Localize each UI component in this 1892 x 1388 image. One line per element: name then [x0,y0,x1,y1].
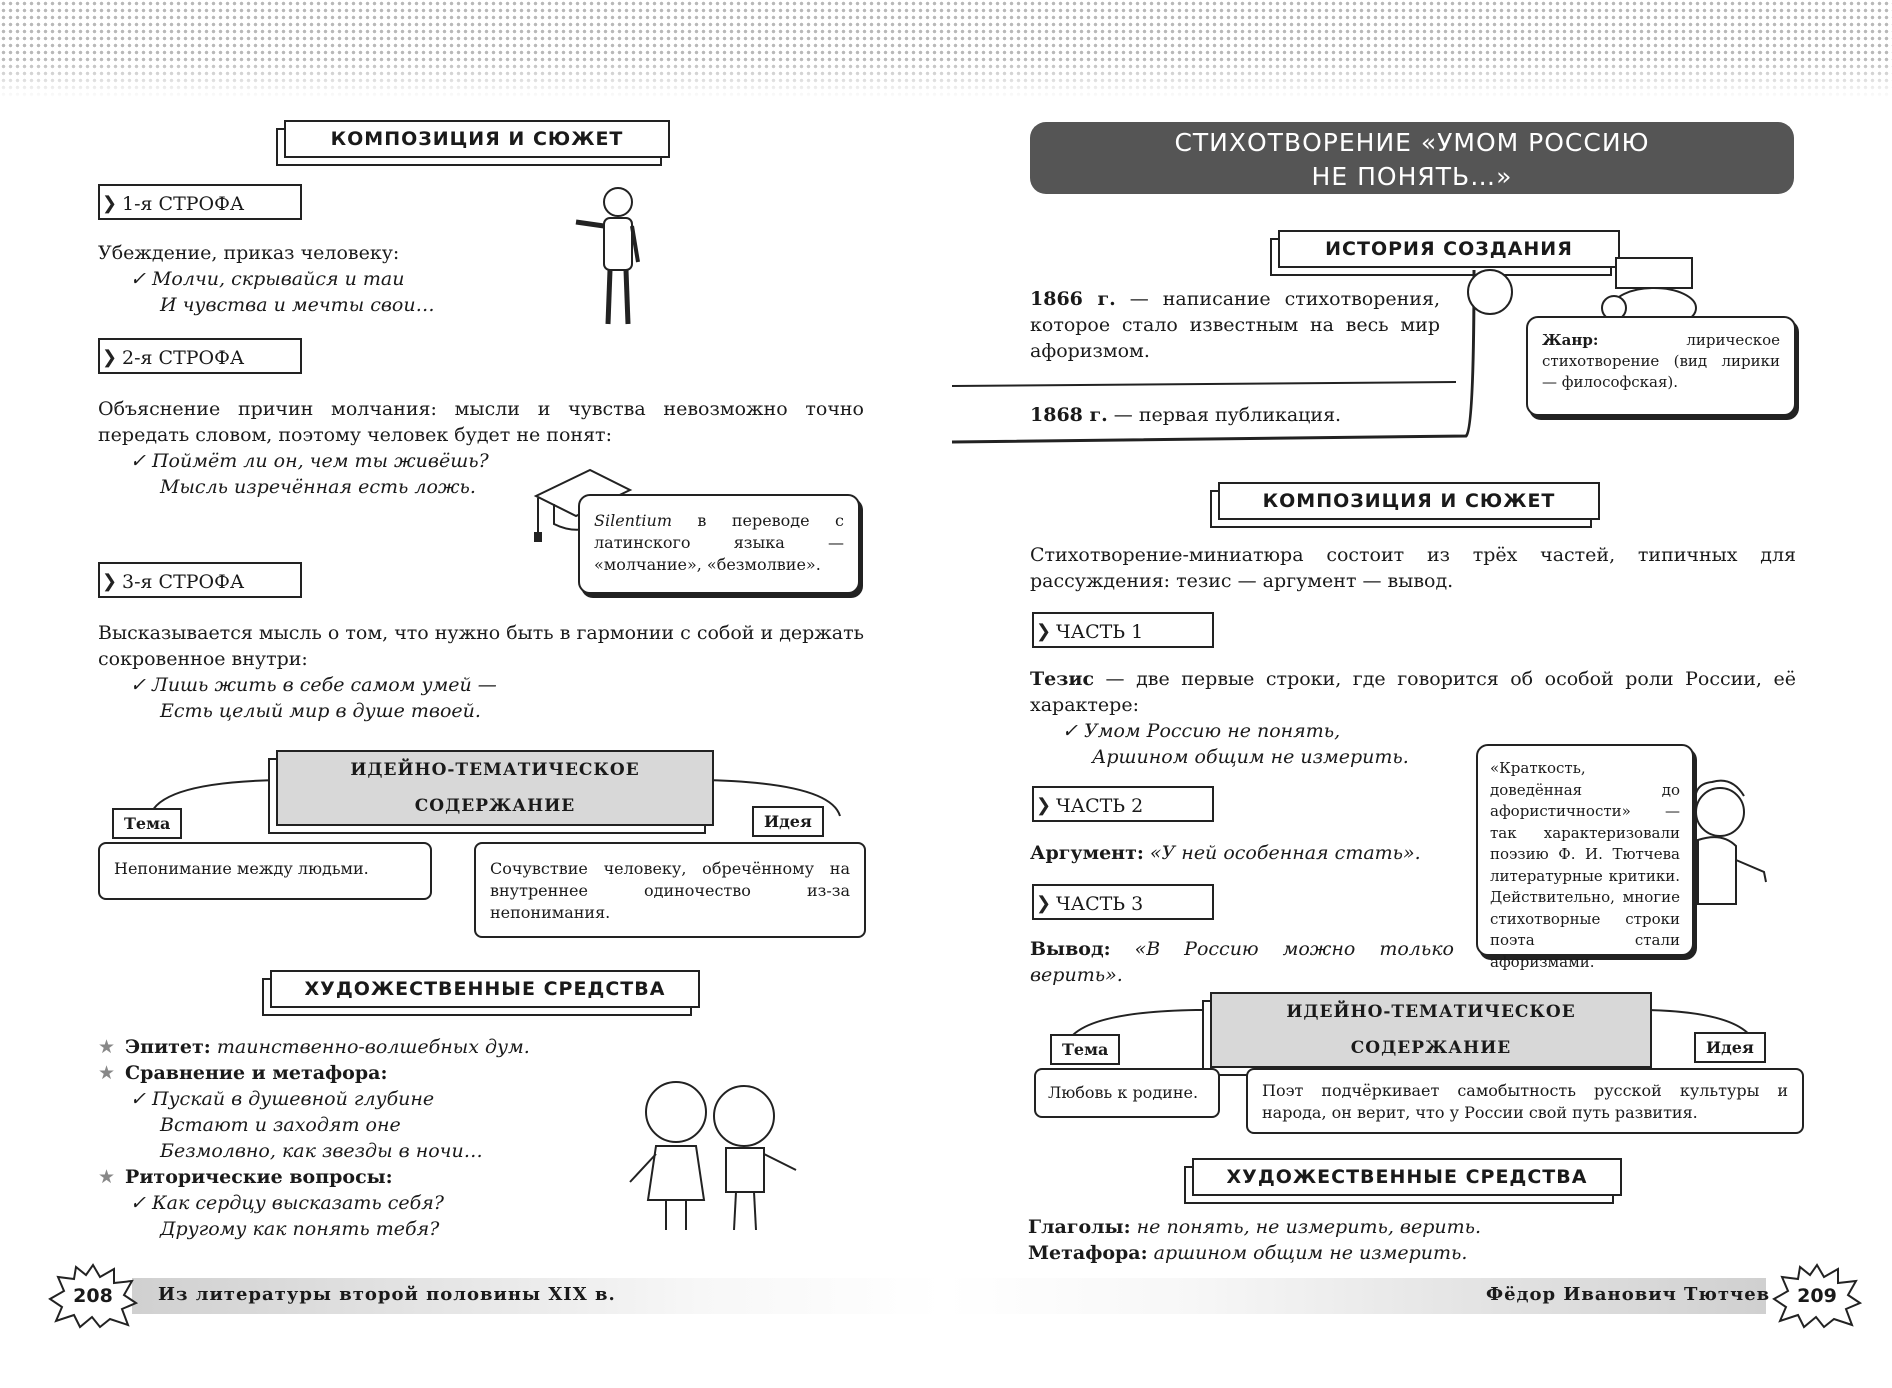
art-rhet-2: Другому как понять тебя? [160,1218,440,1240]
strofa-3-quote-2: Есть целый мир в душе твоей. [160,700,481,722]
ideas-title: ИДЕЙНО-ТЕМАТИЧЕСКОЕ СОДЕРЖАНИЕ [276,750,714,826]
main-title-line-1: СТИХОТВОРЕНИЕ «УМОМ РОССИЮ [1174,128,1650,157]
idea-tag-right: Идея [1694,1032,1766,1063]
section-title-composition: КОМПОЗИЦИЯ И СЮЖЕТ [284,120,670,158]
tema-tag: Тема [112,808,182,839]
part-1-label: ❯ ЧАСТЬ 1 [1032,612,1214,648]
section-title-composition-right: КОМПОЗИЦИЯ И СЮЖЕТ [1218,482,1600,520]
part-1-quote-2: Аршином общим не измерить. [1092,746,1409,768]
page-number-208: 208 [48,1263,138,1329]
aphorism-quote-box: «Краткость, доведённая до афористичности» — так характеризовали поэзию Ф. И. Тютчева литературные критики. Действительно, многие стихотворные строки поэта стали афоризмами. [1476,744,1694,956]
part-1-text: Тезис — две первые строки, где говорится об особой роли России, её характере: [1030,668,1796,716]
art-compare-label: ★ Сравнение и метафора: [98,1062,388,1084]
ideas-title-right: ИДЕЙНО-ТЕМАТИЧЕСКОЕ СОДЕРЖАНИЕ [1210,992,1652,1068]
art-compare-1: ✓ Пускай в душевной глубине [130,1088,435,1110]
composition-intro: Стихотворение-миниатюра состоит из трёх частей, типичных для рассуждения: тезис — аргумент — вывод. [1030,544,1796,592]
strofa-1-quote-2: И чувства и мечты свои… [160,294,435,316]
main-title-line-2: НЕ ПОНЯТЬ…» [1311,162,1513,191]
main-title [1030,122,1794,194]
section-title-art: ХУДОЖЕСТВЕННЫЕ СРЕДСТВА [270,970,700,1008]
tema-box: Непонимание между людьми. [98,842,432,900]
art-metaphor: Метафора: аршином общим не измерить. [1028,1242,1468,1264]
part-3-text: Вывод: «В Россию можно только верить». [1030,938,1454,986]
strofa-2-quote-1: ✓ Поймёт ли он, чем ты живёшь? [130,450,489,472]
art-epithet: ★ Эпитет: таинственно-волшебных дум. [98,1036,530,1058]
part-2-label: ❯ ЧАСТЬ 2 [1032,786,1214,822]
tema-box-right: Любовь к родине. [1034,1068,1220,1118]
page-number-209: 209 [1772,1263,1862,1329]
art-verbs: Глаголы: не понять, не измерить, верить. [1028,1216,1482,1238]
history-1868: 1868 г. — первая публикация. [1030,404,1342,426]
silentium-note: Silentium в переводе с латинского языка — «молчание», «безмолвие». [578,494,860,594]
idea-box: Сочувствие человеку, обречённому на внутреннее одиночество из-за непонимания. [474,842,866,938]
star-bullet-icon: ★ [98,1166,116,1188]
section-title-history: ИСТОРИЯ СОЗДАНИЯ [1278,230,1620,268]
footer-section-title: Из литературы второй половины XIX в. [158,1284,616,1305]
idea-box-right: Поэт подчёркивает самобытность русской культуры и народа, он верит, что у России свой путь развития. [1246,1068,1804,1134]
section-title-art-right: ХУДОЖЕСТВЕННЫЕ СРЕДСТВА [1192,1158,1622,1196]
strofa-1-label: ❯ 1-я СТРОФА [98,184,302,220]
strofa-3-quote-1: ✓ Лишь жить в себе самом умей — [130,674,497,696]
strofa-3-text: Высказывается мысль о том, что нужно быть в гармонии с собой и держать сокровенное внутри: [98,622,864,670]
art-rhet-label: ★ Риторические вопросы: [98,1166,393,1188]
art-rhet-1: ✓ Как сердцу высказать себя? [130,1192,444,1214]
strofa-1-quote-1: ✓ Молчи, скрывайся и таи [130,268,405,290]
professor-illustration [1692,776,1772,906]
strofa-2-quote-2: Мысль изречённая есть ложь. [160,476,476,498]
strofa-2-label: ❯ 2-я СТРОФА [98,338,302,374]
art-compare-2: Встают и заходят оне [160,1114,401,1136]
two-kids-illustration [626,1070,800,1236]
part-2-text: Аргумент: «У ней особенная стать». [1030,842,1421,864]
strofa-3-label: ❯ 3-я СТРОФА [98,562,302,598]
footer-author: Фёдор Иванович Тютчев [1486,1284,1771,1305]
star-bullet-icon: ★ [98,1062,116,1084]
part-3-label: ❯ ЧАСТЬ 3 [1032,884,1214,920]
art-compare-3: Безмолвно, как звезды в ночи… [160,1140,483,1162]
tema-tag-right: Тема [1050,1034,1120,1065]
history-1866: 1866 г. — написание стихотворения, которое стало известным на весь мир афоризмом. [1030,288,1440,362]
genre-note: Жанр: лирическое стихотворение (вид лирики — философская). [1526,316,1796,416]
page-209 [946,0,1892,1388]
part-1-quote-1: ✓ Умом Россию не понять, [1062,720,1341,742]
idea-tag: Идея [752,806,824,837]
star-bullet-icon: ★ [98,1036,116,1058]
strofa-2-text: Объяснение причин молчания: мысли и чувства невозможно точно передать словом, поэтому человек будет не понят: [98,398,864,446]
strofa-1-text: Убеждение, приказ человеку: [98,242,400,264]
